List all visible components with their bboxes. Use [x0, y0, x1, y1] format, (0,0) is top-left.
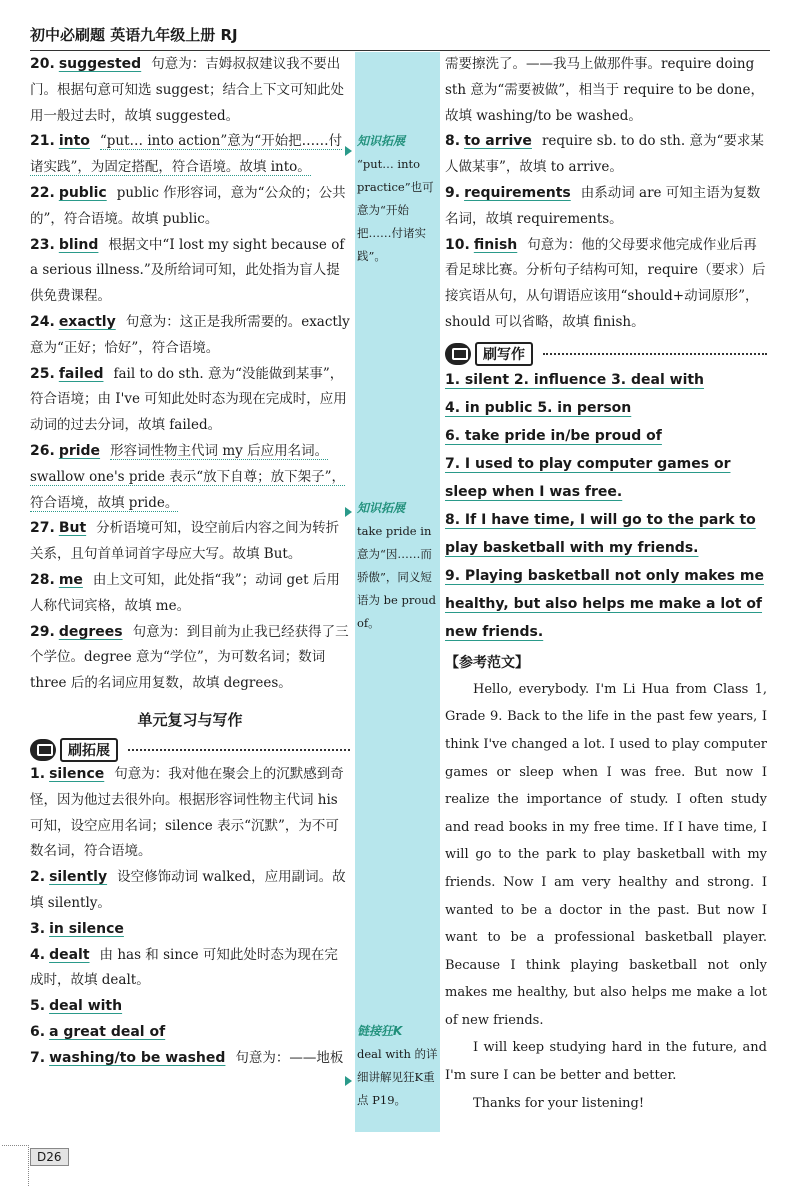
- write-text: 8. If I have time, I will go to the park to play basketball with my friends.: [445, 511, 756, 556]
- tag-expand: [30, 738, 350, 762]
- right-column: [445, 52, 767, 1117]
- item-text: 由系动词 are 可知主语为复数名词，故填 requirements。: [445, 184, 761, 227]
- essay-paragraph: Hello, everybody. I'm Li Hua from Class 1, Grade 9. Back to the life in the past few years, I think I've changed a lot. I used to play computer games or sleep when I was free. But now I realize the importance of study. I often study and read books in my free time. If I have time, I will go to the park to play basketball with my friends. Now I am very healthy and strong. I wanted to be a doctor in the past. But now I want to be a professional basketball player. Because I think playing basketball not only makes me healthy, but also helps me make a lot of new friends.: [445, 681, 767, 1028]
- write-text: 6. take pride in/be proud of: [445, 427, 662, 444]
- expand-item-5: [30, 994, 350, 1020]
- item-number: 26.: [30, 442, 55, 459]
- item-number: 29.: [30, 623, 55, 640]
- expand-item-3: [30, 917, 350, 943]
- item-text: 根据文中“I lost my sight because of a serious illness.”及所给词可知，此处指为盲人提供免费课程。: [30, 236, 345, 305]
- write-line-2: [445, 394, 767, 422]
- item-number: 9.: [445, 184, 461, 201]
- item-answer: failed: [58, 365, 104, 382]
- item-text: 形容词性物主代词 my 后应用名词。swallow one's pride 表示“放下自尊；放下架子”，符合语境，故填 pride。: [30, 442, 346, 511]
- answer-item-25: [30, 362, 350, 439]
- item-text: fail to do sth. 意为“没能做到某事”，符合语境；由 I've 可知此处时态为现在完成时，应用动词的过去分词，故填 failed。: [30, 365, 347, 434]
- item-text: 句意为：吉姆叔叔建议我不要出门。根据句意可知选 suggest；结合上下文可知此处用一般过去时，故填 suggested。: [30, 56, 345, 124]
- note-text: take pride in 意为“因……而骄傲”，同义短语为 be proud of。: [357, 524, 437, 630]
- item-answer: But: [58, 520, 87, 537]
- item-answer: dealt: [49, 946, 90, 963]
- expand-item-8: [445, 129, 767, 181]
- page-number: D26: [30, 1148, 69, 1166]
- essay-paragraph: Thanks for your listening!: [473, 1095, 645, 1111]
- item-text: 由上文可知，此处指“我”；动词 get 后用人称代词宾格，故填 me。: [30, 571, 340, 614]
- item-answer: washing/to be washed: [49, 1049, 226, 1066]
- expand-item-4: [30, 943, 350, 995]
- item-number: 28.: [30, 571, 55, 588]
- item-text: 句意为：——地板: [235, 1049, 344, 1066]
- expand-item-2: [30, 865, 350, 917]
- item-number: 1.: [30, 765, 46, 782]
- item-answer: in silence: [49, 920, 124, 937]
- write-text: 1. silent 2. influence 3. deal with: [445, 371, 705, 388]
- write-text: 9. Playing basketball not only makes me healthy, but also helps me make a lot of new friends.: [445, 567, 764, 640]
- tag-write: [445, 342, 767, 366]
- item-number: 10.: [445, 236, 470, 253]
- item-number: 2.: [30, 869, 46, 886]
- item-answer: public: [58, 184, 107, 201]
- write-line-5: [445, 506, 767, 562]
- item-answer: silence: [49, 765, 105, 782]
- item-number: 27.: [30, 520, 55, 537]
- note-title: 链接狂K: [357, 1024, 403, 1038]
- write-line-6: [445, 562, 767, 646]
- item-number: 5.: [30, 998, 46, 1015]
- item-text: “put… into action”意为“开始把……付诸实践”，为固定搭配，符合语境。故填 into。: [30, 133, 343, 176]
- item-answer: silently: [49, 869, 108, 886]
- write-line-1: [445, 366, 767, 394]
- note-title: 知识拓展: [357, 134, 406, 148]
- item-answer: to arrive: [464, 133, 532, 150]
- divider: [128, 749, 350, 751]
- expand-item-7-continued: [445, 52, 767, 129]
- header-title: 初中必刷题 英语九年级上册 RJ: [30, 26, 238, 44]
- model-essay-title: 【参考范文】: [445, 654, 529, 671]
- write-text: 4. in public 5. in person: [445, 399, 632, 416]
- item-answer: requirements: [464, 184, 571, 201]
- page-header: [30, 24, 770, 51]
- answer-item-28: [30, 568, 350, 620]
- answer-item-21: [30, 129, 350, 181]
- item-text: 需要擦洗了。——我马上做那件事。require doing sth 意为“需要被做”，相当于 require to be done，故填 washing/to be washed。: [445, 56, 764, 124]
- item-text: 由 has 和 since 可知此处时态为现在完成时，故填 dealt。: [30, 946, 338, 989]
- expand-item-7: [30, 1046, 350, 1072]
- item-answer: pride: [58, 442, 101, 459]
- item-number: 22.: [30, 184, 55, 201]
- answer-item-24: [30, 310, 350, 362]
- item-text: 句意为：到目前为止我已经获得了三个学位。degree 意为“学位”，为可数名词；数词 three 后的名词应用复数，故填 degrees。: [30, 623, 349, 692]
- note-knowledge-2: [357, 497, 439, 635]
- write-line-3: [445, 422, 767, 450]
- left-column: [30, 52, 350, 1071]
- item-text: require sb. to do sth. 意为“要求某人做某事”，故填 to arrive。: [445, 133, 764, 176]
- section-title: 单元复习与写作: [137, 710, 243, 729]
- tag-label: 刷拓展: [60, 738, 118, 762]
- expand-item-1: [30, 762, 350, 865]
- item-number: 23.: [30, 236, 55, 253]
- note-link: [357, 1020, 439, 1112]
- item-text: public 作形容词，意为“公众的；公共的”，符合语境。故填 public。: [30, 184, 346, 227]
- answer-item-20: [30, 52, 350, 129]
- item-answer: exactly: [58, 313, 116, 330]
- item-answer: suggested: [58, 56, 142, 72]
- write-text: 7. I used to play computer games or sleep when I was free.: [445, 455, 731, 500]
- item-answer: a great deal of: [49, 1023, 166, 1040]
- note-text: deal with 的详细讲解见狂K重点 P19。: [357, 1047, 438, 1107]
- item-answer: me: [58, 571, 83, 588]
- expand-item-9: [445, 181, 767, 233]
- model-essay: [445, 676, 767, 1118]
- item-number: 21.: [30, 133, 55, 150]
- divider: [543, 353, 767, 355]
- note-text: “put… into practice”也可意为“开始把……付诸实践”。: [357, 157, 434, 263]
- item-number: 7.: [30, 1049, 46, 1066]
- item-text: 设空修饰动词 walked，应用副词。故填 silently。: [30, 869, 346, 911]
- item-number: 24.: [30, 313, 55, 330]
- expand-item-10: [445, 233, 767, 336]
- item-answer: deal with: [49, 998, 123, 1015]
- item-answer: degrees: [58, 623, 123, 640]
- item-number: 8.: [445, 133, 461, 150]
- note-title: 知识拓展: [357, 501, 406, 515]
- item-number: 25.: [30, 365, 55, 382]
- essay-paragraph: I will keep studying hard in the future, and I'm sure I can be better and better.: [445, 1040, 767, 1084]
- item-answer: finish: [473, 236, 518, 253]
- item-answer: into: [58, 133, 90, 150]
- item-number: 6.: [30, 1023, 46, 1040]
- item-number: 3.: [30, 920, 46, 937]
- item-text: 句意为：这正是我所需要的。exactly 意为“正好；恰好”，符合语境。: [30, 313, 350, 356]
- answer-item-23: [30, 233, 350, 310]
- answer-item-29: [30, 620, 350, 697]
- note-knowledge-1: [357, 130, 439, 268]
- answer-item-22: [30, 181, 350, 233]
- item-number: 20.: [30, 56, 55, 72]
- item-number: 4.: [30, 946, 46, 963]
- item-text: 句意为：他的父母要求他完成作业后再看足球比赛。分析句子结构可知，require（要求）后接宾语从句，从句谓语应该用“should+动词原形”，should 可以省略，故填 finish。: [445, 236, 766, 330]
- corner-decoration: [2, 1145, 29, 1186]
- brush-icon: [445, 343, 471, 365]
- arrow-icon: [345, 1076, 352, 1086]
- answer-item-26: [30, 439, 350, 516]
- write-line-4: [445, 450, 767, 506]
- answer-item-27: [30, 516, 350, 568]
- item-text: 句意为：我对他在聚会上的沉默感到奇怪，因为他过去很外向。根据形容词性物主代词 his 可知，设空应用名词；silence 表示“沉默”，为不可数名词，符合语境。: [30, 765, 344, 860]
- item-answer: blind: [58, 236, 99, 253]
- tag-label: 刷写作: [475, 342, 533, 366]
- brush-icon: [30, 739, 56, 761]
- expand-item-6: [30, 1020, 350, 1046]
- item-text: 分析语境可知，设空前后内容之间为转折关系，且句首单词首字母应大写。故填 But。: [30, 520, 340, 563]
